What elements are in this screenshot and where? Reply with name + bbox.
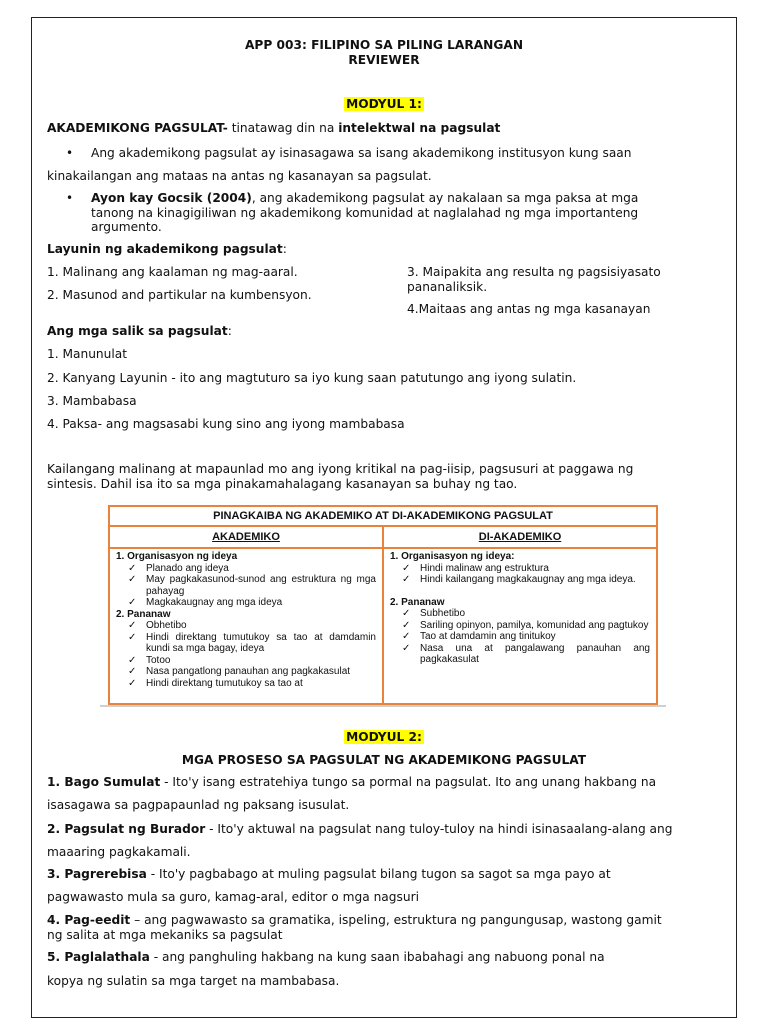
check-icon: ✓: [402, 608, 411, 619]
list-item: ✓ Planado ang ideya: [128, 562, 229, 574]
document-subtitle: REVIEWER: [348, 53, 420, 67]
layunin-item: 3. Maipakita ang resulta ng pagsisiyasato: [407, 265, 661, 279]
list-item: ✓ Subhetibo: [402, 608, 466, 619]
list-item: ✓ Obhetibo: [128, 620, 187, 631]
step-line2: isasagawa sa pagpapaunlad ng paksang isusulat.: [47, 798, 350, 812]
bullet2-line1: [91, 191, 638, 206]
step-title: 3. Pagrerebisa: [47, 867, 147, 881]
layunin-item: 2. Masunod and partikular na kumbensyon.: [47, 288, 312, 302]
layunin-heading: Layunin ng akademikong pagsulat: [47, 242, 283, 256]
paragraph-line1: Kailangang malinang at mapaunlad mo ang iyong kritikal na pag-iisip, pagsusuri at paggawa ng: [47, 462, 634, 476]
list-item: ✓ May pagkakasunod-sunod ang estruktura ng mga pahayag: [128, 574, 376, 597]
table-title: PINAGKAIBA NG AKADEMIKO AT DI-AKADEMIKONG PAGSULAT: [110, 507, 656, 527]
check-icon: ✓: [402, 642, 411, 654]
modyul-1-label-wrap: [31, 97, 737, 112]
list-item: ✓ Nasa una at pangalawang panauhan ang pagkakasulat: [402, 642, 650, 665]
check-icon: ✓: [128, 677, 137, 689]
salik-heading: Ang mga salik sa pagsulat: [47, 324, 228, 338]
modyul-1-label: MODYUL 1:: [346, 97, 422, 111]
step-text: - ang panghuling hakbang na kung saan ibabahagi ang nabuong ponal na: [149, 950, 605, 964]
gocsik-citation: Ayon kay Gocsik (2004): [91, 191, 252, 205]
step-line2: maaaring pagkakamali.: [47, 845, 191, 859]
check-icon: ✓: [128, 562, 137, 574]
check-icon: ✓: [128, 666, 137, 677]
step-line: [47, 775, 656, 790]
step-title: 4. Pag-eedit: [47, 913, 131, 927]
table-divider: [100, 705, 666, 707]
term-bold: intelektwal na pagsulat: [338, 121, 501, 135]
right-sec1-title: 1. Organisasyon ng ideya:: [390, 551, 515, 562]
list-item: ✓ Sariling opinyon, pamilya, komunidad ang pagtukoy: [402, 619, 649, 631]
di-akademiko-header: DI-AKADEMIKO: [384, 527, 656, 549]
salik-item: 4. Paksa- ang magsasabi kung sino ang iyong mambabasa: [47, 417, 405, 431]
bullet-icon: •: [66, 191, 74, 205]
salik-item: 3. Mambabasa: [47, 394, 137, 408]
salik-item: 1. Manunulat: [47, 347, 128, 361]
check-icon: ✓: [402, 619, 411, 631]
layunin-item: 1. Malinang ang kaalaman ng mag-aaral.: [47, 265, 298, 279]
layunin-item-cont: pananaliksik.: [407, 280, 488, 294]
term: AKADEMIKONG PAGSULAT-: [47, 121, 228, 135]
step-text: - Ito'y aktuwal na pagsulat nang tuloy-tuloy na hindi isinasaalang-alang ang: [205, 822, 673, 836]
step-text: – ang pagwawasto sa gramatika, ispeling, estruktura ng pangungusap, wastong gamit: [130, 913, 662, 927]
step-line: [47, 867, 611, 882]
step-line: [47, 950, 605, 965]
bullet2-line2: tanong na kinagigiliwan ng akademikong komunidad at naglalahad ng mga importanteng: [91, 206, 639, 220]
step-title: 2. Pagsulat ng Burador: [47, 822, 206, 836]
left-sec2-title: 2. Pananaw: [116, 608, 171, 620]
check-icon: ✓: [128, 654, 137, 666]
check-icon: ✓: [402, 562, 411, 574]
definition-line: [47, 121, 500, 136]
bullet2-rest: , ang akademikong pagsulat ay nakalaan sa mga paksa at mga: [251, 191, 639, 205]
akademiko-header: AKADEMIKO: [110, 527, 382, 549]
step-text: - Ito'y isang estratehiya tungo sa pormal na pagsulat. Ito ang unang hakbang na: [160, 775, 657, 789]
paragraph-line2: sintesis. Dahil isa ito sa mga pinakamahalagang kasanayan sa buhay ng tao.: [47, 477, 518, 491]
comparison-table: [108, 505, 658, 705]
list-item: ✓ Hindi direktang tumutukoy sa tao at damdamin kundi sa mga bagay, ideya: [128, 631, 376, 654]
layunin-heading-line: [47, 242, 287, 257]
layunin-item: 4.Maitaas ang antas ng mga kasanayan: [407, 302, 651, 316]
list-item: ✓ Totoo: [128, 654, 171, 666]
salik-item: 2. Kanyang Layunin - ito ang magtuturo sa iyo kung saan patutungo ang iyong sulatin.: [47, 371, 577, 385]
akademiko-column: [110, 527, 384, 703]
list-item: ✓ Tao at damdamin ang tinitukoy: [402, 631, 556, 642]
step-line: [47, 913, 662, 928]
layunin-colon: :: [282, 242, 287, 256]
list-item: ✓ Magkakaugnay ang mga ideya: [128, 597, 283, 608]
list-item: ✓ Nasa pangatlong panauhan ang pagkakasulat: [128, 666, 351, 677]
bullet2-line3: argumento.: [91, 220, 162, 234]
bullet1-line1: Ang akademikong pagsulat ay isinasagawa sa isang akademikong institusyon kung saan: [91, 146, 632, 160]
step-line2: pagwawasto mula sa guro, kamag-aral, editor o mga nagsuri: [47, 890, 419, 904]
term-rest: tinatawag din na: [227, 121, 339, 135]
check-icon: ✓: [128, 631, 137, 643]
step-line2: kopya ng sulatin sa mga target na mambabasa.: [47, 974, 340, 988]
di-akademiko-column: [384, 527, 656, 703]
salik-colon: :: [227, 324, 232, 338]
list-item: ✓ Hindi malinaw ang estruktura: [402, 562, 549, 574]
list-item: ✓ Hindi direktang tumutukoy sa tao at: [128, 677, 303, 689]
bullet-icon: •: [66, 146, 74, 160]
modyul-2-label-wrap: [31, 730, 737, 745]
modyul-2-label: MODYUL 2:: [346, 730, 422, 744]
right-sec2-title: 2. Pananaw: [390, 596, 445, 608]
check-icon: ✓: [402, 574, 411, 585]
step-line2: ng salita at mga mekaniks sa pagsulat: [47, 928, 283, 942]
salik-heading-line: [47, 324, 232, 339]
step-title: 1. Bago Sumulat: [47, 775, 161, 789]
list-item: ✓ Hindi kailangang magkakaugnay ang mga ideya.: [402, 574, 636, 585]
step-title: 5. Paglalathala: [47, 950, 150, 964]
modyul-2-title: MGA PROSESO SA PAGSULAT NG AKADEMIKONG PAGSULAT: [181, 753, 587, 767]
bullet1-line2: kinakailangan ang mataas na antas ng kasanayan sa pagsulat.: [47, 169, 432, 183]
step-line: [47, 822, 673, 837]
check-icon: ✓: [402, 631, 411, 642]
check-icon: ✓: [128, 597, 137, 608]
left-sec1-title: 1. Organisasyon ng ideya: [116, 551, 238, 562]
document-title: APP 003: FILIPINO SA PILING LARANGAN: [244, 38, 524, 52]
step-text: - Ito'y pagbabago at muling pagsulat bilang tugon sa sagot sa mga payo at: [146, 867, 611, 881]
check-icon: ✓: [128, 620, 137, 631]
check-icon: ✓: [128, 574, 137, 585]
